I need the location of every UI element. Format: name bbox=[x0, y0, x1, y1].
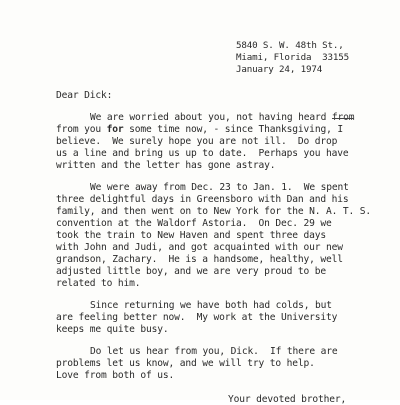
address-street: 5840 S. W. 48th St., bbox=[236, 40, 344, 51]
p3-line-1: Since returning we have both had colds, but bbox=[90, 300, 332, 311]
p1-line-4: us a line and bring us up to date. Perhaps you have bbox=[56, 148, 349, 159]
p2-line-5: took the train to New Haven and spent three days bbox=[56, 230, 327, 241]
p1-line-2-end: some time now, - since Thanksgiving, I bbox=[123, 124, 343, 135]
address-city: Miami, Florida 33155 bbox=[236, 52, 350, 63]
p1-line-2-start: from you bbox=[56, 124, 107, 135]
p1-line-1 bbox=[90, 112, 354, 123]
p4-line-1: Do let us hear from you, Dick. If there are bbox=[90, 346, 338, 357]
p1-line-2 bbox=[56, 124, 343, 135]
p2-line-8: adjusted little boy, and we are very proud to be bbox=[56, 266, 327, 277]
overtyped-word: for bbox=[106, 124, 124, 135]
p4-line-2: problems let us know, and we will try to help. bbox=[56, 358, 315, 369]
p3-line-2: are feeling better now. My work at the University bbox=[56, 312, 338, 323]
p2-line-9: related to him. bbox=[56, 278, 141, 289]
p2-line-6: with John and Judi, and got acquainted with our new bbox=[56, 242, 343, 253]
salutation: Dear Dick: bbox=[56, 90, 113, 101]
struck-word: from bbox=[331, 112, 355, 123]
closing-partial: Your devoted brother, bbox=[228, 394, 347, 405]
p3-line-3: keeps me quite busy. bbox=[56, 324, 169, 335]
p2-line-2: three delightful days in Greensboro with Dan and his bbox=[56, 194, 349, 205]
p1-line-5: written and the letter has gone astray. bbox=[56, 160, 276, 171]
p2-line-3: family, and then went on to New York for the N. A. T. S. bbox=[56, 206, 372, 217]
p4-line-3: Love from both of us. bbox=[56, 370, 175, 381]
p2-line-7: grandson, Zachary. He is a handsome, healthy, well bbox=[56, 254, 343, 265]
p1-line-3: believe. We surely hope you are not ill. Do drop bbox=[56, 136, 338, 147]
p2-line-1: We were away from Dec. 23 to Jan. 1. We spent bbox=[90, 182, 349, 193]
p2-line-4: convention at the Waldorf Astoria. On Dec. 29 we bbox=[56, 218, 332, 229]
letter-date: January 24, 1974 bbox=[236, 64, 323, 75]
p1-line-1-text: We are worried about you, not having heard bbox=[90, 112, 332, 123]
